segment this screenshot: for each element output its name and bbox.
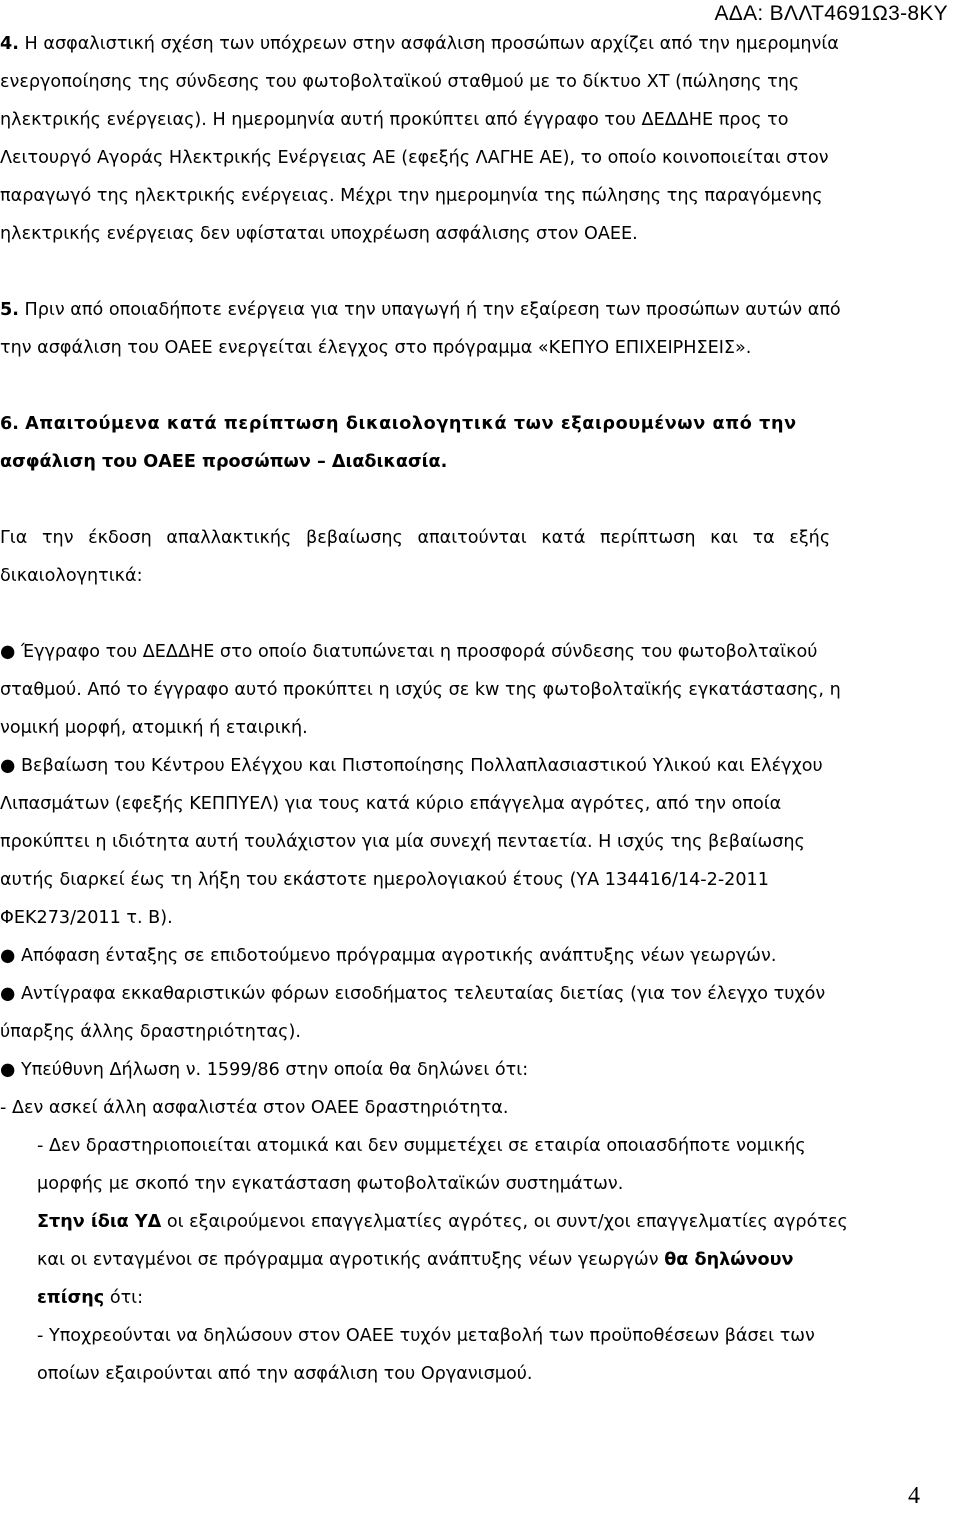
section-5-number: 5. (0, 300, 19, 320)
section-4-line-1: 4. Η ασφαλιστική σχέση των υπόχρεων στην ασφάλιση προσώπων αρχίζει από την ημερομηνία (0, 34, 839, 54)
section-4-line-6: ηλεκτρικής ενέργειας δεν υφίσταται υποχρέωση ασφάλισης στον ΟΑΕΕ. (0, 224, 638, 244)
section-4-line-3: ηλεκτρικής ενέργειας). Η ημερομηνία αυτή προκύπτει από έγγραφο του ΔΕΔΔΗΕ προς το (0, 110, 789, 130)
bullet-2-line-3: προκύπτει η ιδιότητα αυτή τουλάχιστον για μία συνεχή πενταετία. Η ισχύς της βεβαίωσης (0, 832, 805, 852)
bullet-2-line-5: ΦΕΚ273/2011 τ. Β). (0, 908, 173, 928)
bullet-5-line: ● Υπεύθυνη Δήλωση ν. 1599/86 στην οποία θα δηλώνει ότι: (0, 1060, 529, 1080)
section-4-line-2: ενεργοποίησης της σύνδεσης του φωτοβολταϊκού σταθμού με το δίκτυο ΧΤ (πώλησης της (0, 72, 800, 92)
dash-1-line: - Δεν ασκεί άλλη ασφαλιστέα στον ΟΑΕΕ δραστηριότητα. (0, 1098, 509, 1118)
dash-3-line-1: - Υποχρεούνται να δηλώσουν στον ΟΑΕΕ τυχόν μεταβολή των προϋποθέσεων βάσει των (37, 1326, 815, 1346)
dash-2-line-2: μορφής με σκοπό την εγκατάσταση φωτοβολταϊκών συστημάτων. (37, 1174, 624, 1194)
section-4-number: 4. (0, 34, 19, 54)
bullet-1-line-2: σταθμού. Από το έγγραφο αυτό προκύπτει η ισχύς σε kw της φωτοβολταϊκής εγκατάστασης, η (0, 680, 841, 700)
bullet-1-line-3: νομική μορφή, ατομική ή εταιρική. (0, 718, 308, 738)
section-4-line-5: παραγωγό της ηλεκτρικής ενέργειας. Μέχρι την ημερομηνία της πώλησης της παραγόμενης (0, 186, 823, 206)
section-6-heading-line-2: ασφάλιση του ΟΑΕΕ προσώπων – Διαδικασία. (0, 452, 448, 472)
section-6-number: 6. (0, 414, 19, 434)
same-ya-line-2: και οι ενταγμένοι σε πρόγραμμα αγροτικής ανάπτυξης νέων γεωργών θα δηλώνουν (37, 1250, 794, 1270)
bullet-2-line-4: αυτής διαρκεί έως τη λήξη του εκάστοτε ημερολογιακού έτους (ΥΑ 134416/14-2-2011 (0, 870, 769, 890)
bullet-4-line-1: ● Αντίγραφα εκκαθαριστικών φόρων εισοδήματος τελευταίας διετίας (για τον έλεγχο τυχόν (0, 984, 826, 1004)
intro-line-1: Για την έκδοση απαλλακτικής βεβαίωσης απαιτούνται κατά περίπτωση και τα εξής (0, 528, 831, 548)
dash-2-line-1: - Δεν δραστηριοποιείται ατομικά και δεν συμμετέχει σε εταιρία οποιασδήποτε νομικής (37, 1136, 806, 1156)
ada-header: ΑΔΑ: ΒΛΛΤ4691Ω3-8ΚΥ (714, 2, 948, 25)
page-number: 4 (908, 1483, 920, 1509)
bullet-4-line-2: ύπαρξης άλλης δραστηριότητας). (0, 1022, 301, 1042)
section-4-line-4: Λειτουργό Αγοράς Ηλεκτρικής Ενέργειας ΑΕ (εφεξής ΛΑΓΗΕ ΑΕ), το οποίο κοινοποιείται στον (0, 148, 829, 168)
dash-3-line-2: οποίων εξαιρούνται από την ασφάλιση του Οργανισμού. (37, 1364, 533, 1384)
intro-line-2: δικαιολογητικά: (0, 566, 143, 586)
same-ya-line-1: Στην ίδια ΥΔ οι εξαιρούμενοι επαγγελματίες αγρότες, οι συντ/χοι επαγγελματίες αγρότες (37, 1212, 848, 1232)
same-ya-line-3: επίσης ότι: (37, 1288, 144, 1308)
bullet-1-line-1: ● Έγγραφο του ΔΕΔΔΗΕ στο οποίο διατυπώνεται η προσφορά σύνδεσης του φωτοβολταϊκού (0, 642, 818, 662)
bullet-2-line-2: Λιπασμάτων (εφεξής ΚΕΠΠΥΕΛ) για τους κατά κύριο επάγγελμα αγρότες, από την οποία (0, 794, 782, 814)
section-6-heading-line-1: 6. Απαιτούμενα κατά περίπτωση δικαιολογητικά των εξαιρουμένων από την (0, 414, 797, 434)
section-5-line-2: την ασφάλιση του ΟΑΕΕ ενεργείται έλεγχος στο πρόγραμμα «ΚΕΠΥΟ ΕΠΙΧΕΙΡΗΣΕΙΣ». (0, 338, 752, 358)
bullet-2-line-1: ● Βεβαίωση του Κέντρου Ελέγχου και Πιστοποίησης Πολλαπλασιαστικού Υλικού και Ελέγχου (0, 756, 823, 776)
bullet-3-line: ● Απόφαση ένταξης σε επιδοτούμενο πρόγραμμα αγροτικής ανάπτυξης νέων γεωργών. (0, 946, 777, 966)
section-5-line-1: 5. Πριν από οποιαδήποτε ενέργεια για την υπαγωγή ή την εξαίρεση των προσώπων αυτών από (0, 300, 841, 320)
